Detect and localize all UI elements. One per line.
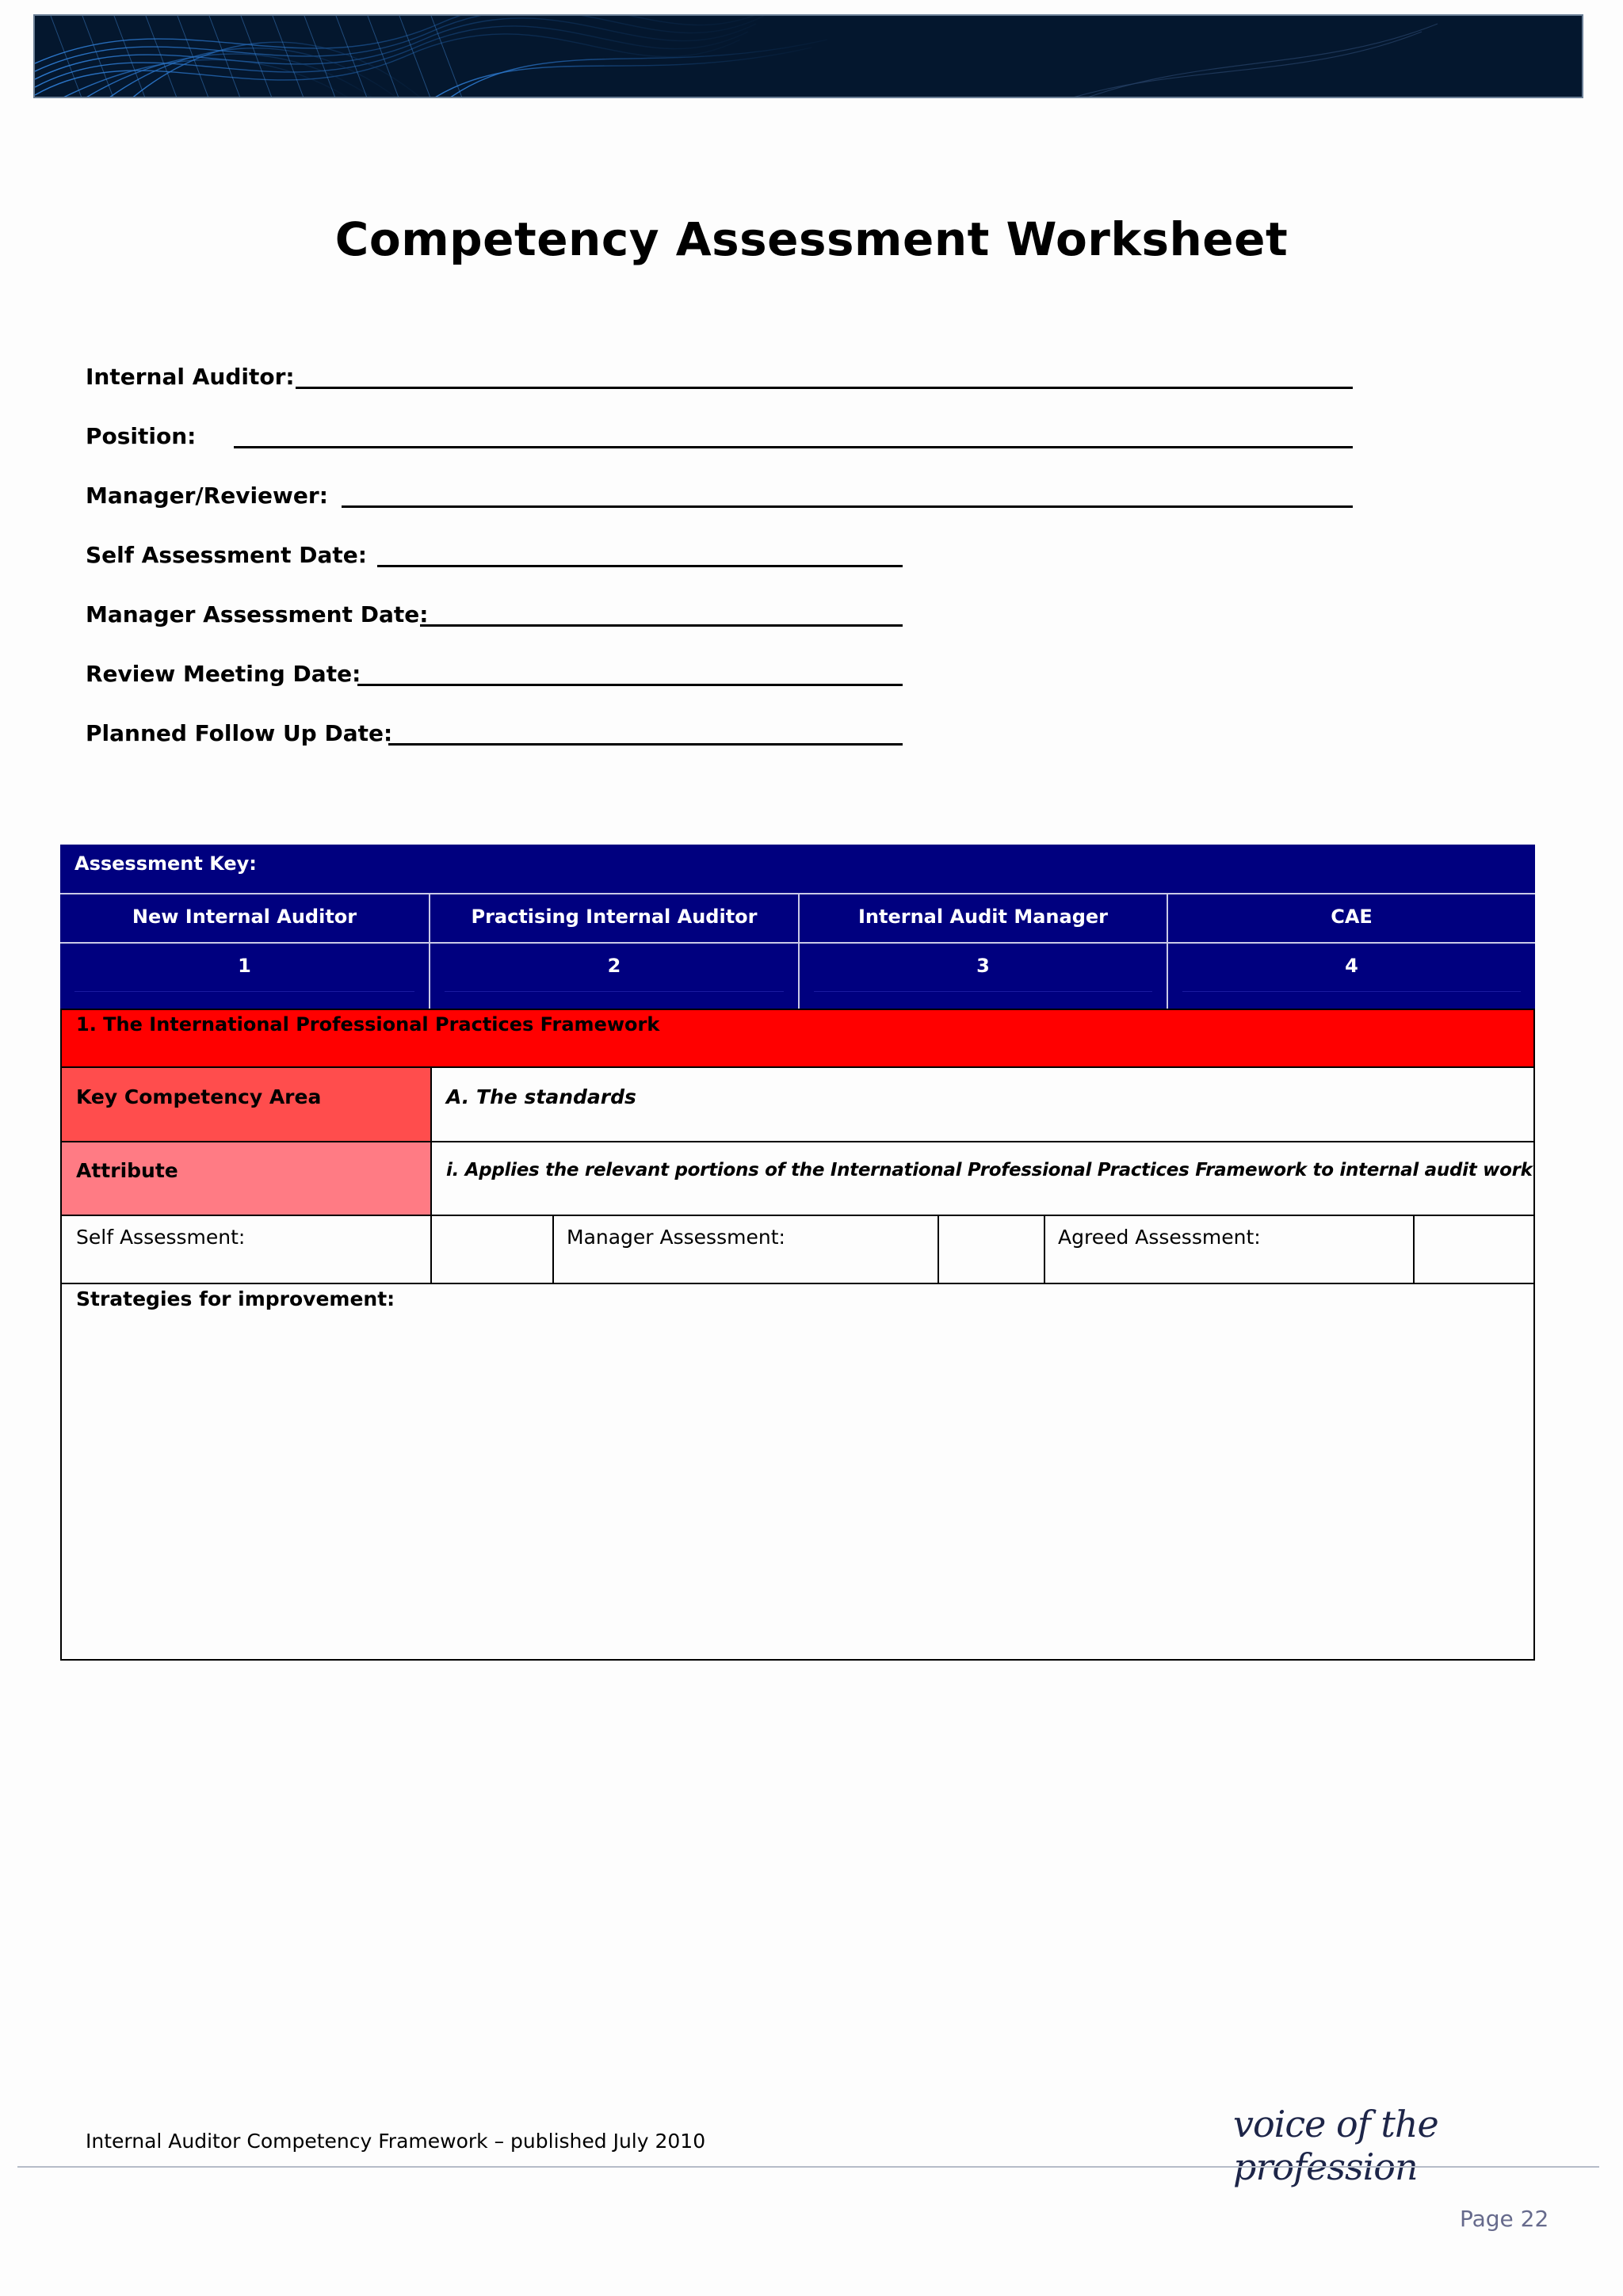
page-number: Page 22 xyxy=(1460,2206,1549,2232)
key-competency-row xyxy=(60,1068,1535,1142)
key-competency-value: A. The standards xyxy=(446,1085,636,1108)
self-assessment-date-line[interactable] xyxy=(377,565,903,567)
manager-reviewer-label: Manager/Reviewer: xyxy=(86,482,328,509)
section-header xyxy=(60,1009,1535,1068)
assessment-row xyxy=(60,1216,1535,1284)
cell-divider xyxy=(552,1216,554,1283)
key-value-underline xyxy=(74,991,414,992)
footer-publication: Internal Auditor Competency Framework – published July 2010 xyxy=(86,2130,706,2153)
header-banner xyxy=(33,14,1583,98)
footer-tagline-logo: voice of the profession xyxy=(1233,2103,1438,2188)
manager-assessment-input[interactable] xyxy=(938,1218,1043,1283)
key-value-cell-1 xyxy=(60,942,429,1009)
agreed-assessment-label: Agreed Assessment: xyxy=(1058,1226,1261,1249)
planned-follow-up-date-line[interactable] xyxy=(388,743,903,746)
key-value-4: 4 xyxy=(1345,955,1358,977)
key-value-cell-2 xyxy=(429,942,798,1009)
page-title: Competency Assessment Worksheet xyxy=(334,212,1289,266)
internal-auditor-line[interactable] xyxy=(296,387,1353,389)
key-level-internal-audit-manager: Internal Audit Manager xyxy=(798,893,1167,942)
position-label: Position: xyxy=(86,423,197,449)
strategies-box[interactable] xyxy=(60,1284,1535,1661)
key-value-cell-3 xyxy=(798,942,1167,1009)
manager-reviewer-line[interactable] xyxy=(342,505,1353,508)
cell-divider xyxy=(1044,1216,1045,1283)
footer-divider xyxy=(17,2166,1599,2168)
key-level-new-internal-auditor: New Internal Auditor xyxy=(60,893,429,942)
key-value-1: 1 xyxy=(238,955,251,977)
assessment-key-title: Assessment Key: xyxy=(74,852,257,875)
key-value-cell-4 xyxy=(1167,942,1535,1009)
key-value-underline xyxy=(1182,991,1521,992)
key-level-cae: CAE xyxy=(1167,893,1535,942)
attribute-label: Attribute xyxy=(62,1142,430,1215)
internal-auditor-label: Internal Auditor: xyxy=(86,364,295,390)
position-line[interactable] xyxy=(234,446,1353,448)
attribute-row xyxy=(60,1142,1535,1216)
manager-assessment-date-label: Manager Assessment Date: xyxy=(86,601,429,627)
self-assessment-input[interactable] xyxy=(430,1218,552,1283)
agreed-assessment-input[interactable] xyxy=(1413,1218,1533,1283)
key-value-underline xyxy=(814,991,1152,992)
key-value-2: 2 xyxy=(607,955,621,977)
key-value-underline xyxy=(445,991,784,992)
key-value-3: 3 xyxy=(976,955,990,977)
self-assessment-date-label: Self Assessment Date: xyxy=(86,542,367,568)
assessment-key-header xyxy=(60,845,1535,893)
planned-follow-up-date-label: Planned Follow Up Date: xyxy=(86,720,393,746)
self-assessment-label: Self Assessment: xyxy=(76,1226,246,1249)
strategies-label: Strategies for improvement: xyxy=(76,1287,395,1310)
review-meeting-date-line[interactable] xyxy=(357,684,903,686)
section-title: 1. The International Professional Practices Framework xyxy=(76,1013,660,1035)
manager-assessment-date-line[interactable] xyxy=(420,624,903,627)
manager-assessment-label: Manager Assessment: xyxy=(567,1226,785,1249)
key-competency-label: Key Competency Area xyxy=(62,1068,430,1141)
key-level-practising-internal-auditor: Practising Internal Auditor xyxy=(429,893,798,942)
review-meeting-date-label: Review Meeting Date: xyxy=(86,661,361,687)
attribute-value: i. Applies the relevant portions of the International Professional Practices Framework to internal audit work xyxy=(446,1160,1533,1180)
